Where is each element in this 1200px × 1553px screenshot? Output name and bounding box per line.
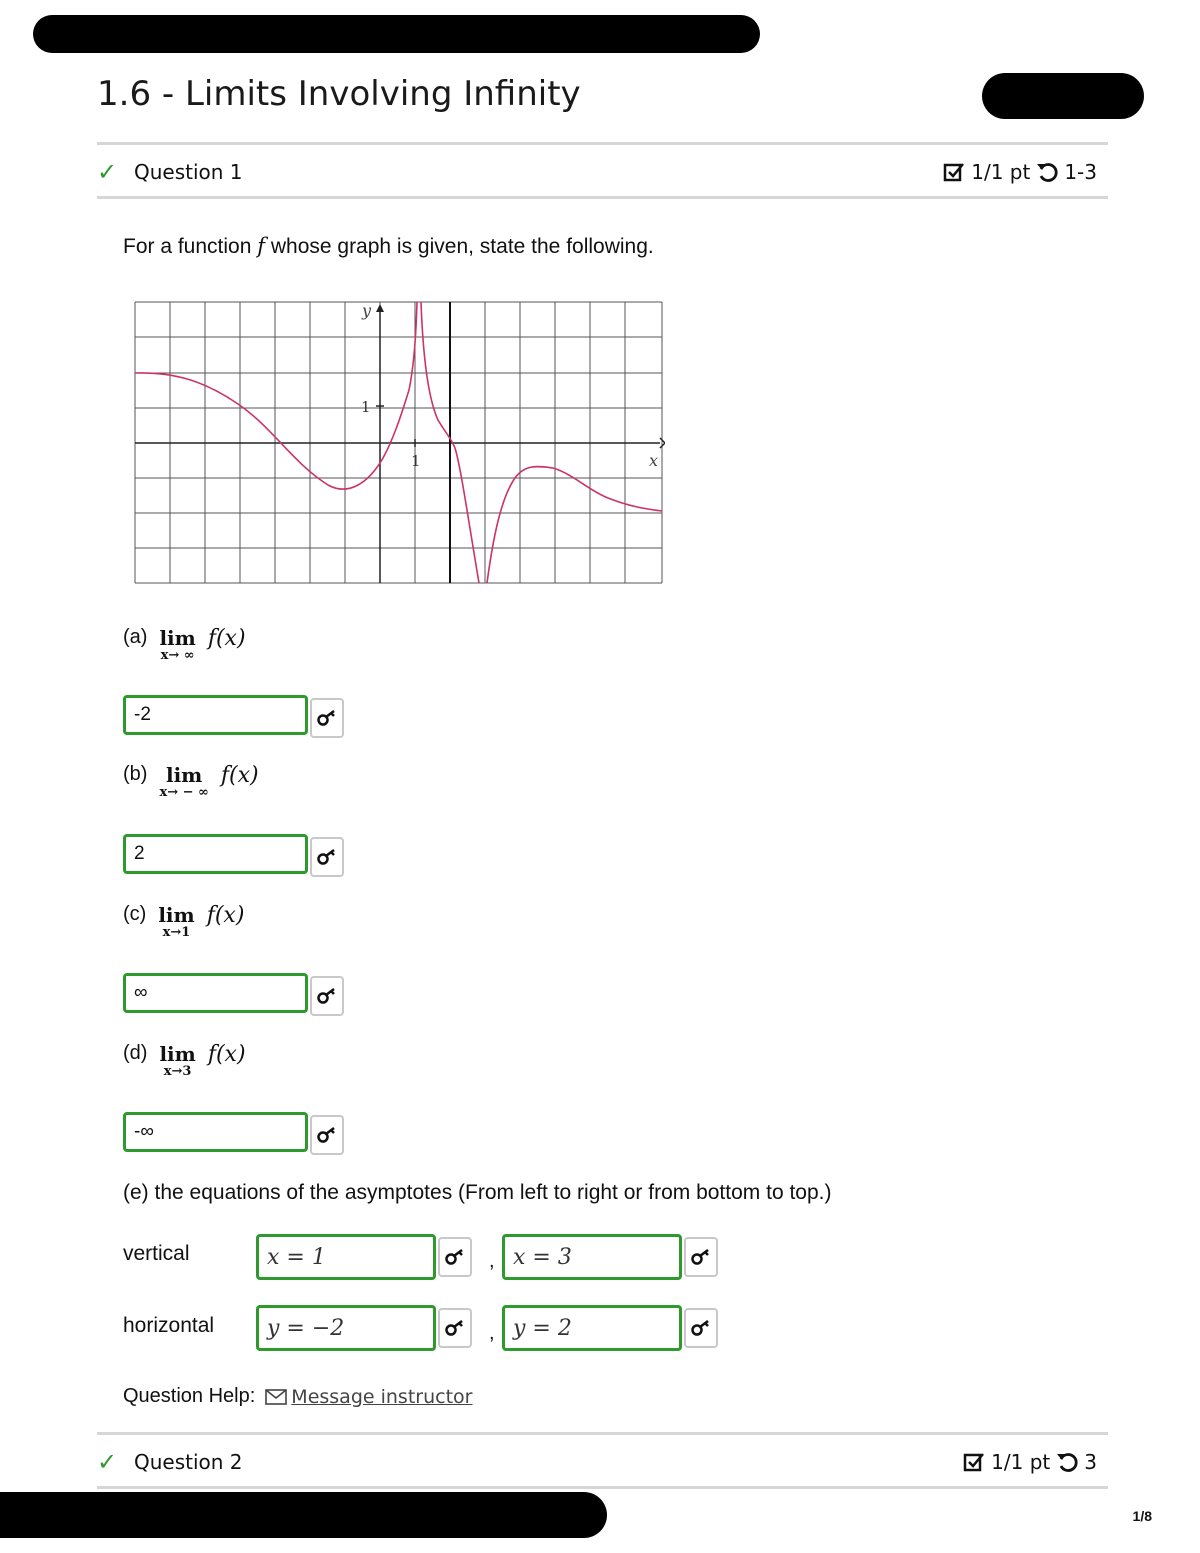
- answer-b-field[interactable]: 2: [123, 834, 308, 874]
- part-b: [123, 763, 259, 800]
- limit-expression: lim x→ − ∞: [159, 763, 209, 800]
- y-axis-label: y: [362, 301, 372, 320]
- checkbox-score-icon: [943, 161, 965, 183]
- question-prompt: For a function f whose graph is given, state the following.: [123, 234, 654, 258]
- part-label: (b): [123, 763, 148, 785]
- divider: [97, 142, 1108, 145]
- answer-c-field[interactable]: ∞: [123, 973, 308, 1013]
- x-axis-label: x: [649, 451, 659, 470]
- score-area: [943, 157, 1097, 187]
- function-curve-left: [135, 302, 417, 489]
- correct-check-icon: ✓: [97, 158, 118, 186]
- limit-expression: lim x→3: [159, 1042, 196, 1079]
- answer-key-button[interactable]: [438, 1308, 472, 1348]
- message-instructor-link[interactable]: Message instructor: [265, 1386, 472, 1408]
- function-expression: f(x): [220, 763, 259, 788]
- part-label: (a): [123, 626, 148, 648]
- redacted-header: [33, 15, 760, 53]
- key-icon: [316, 987, 338, 1005]
- score-text: 1/1 pt: [991, 1450, 1051, 1474]
- vertical-label: vertical: [123, 1242, 190, 1265]
- key-icon: [316, 709, 338, 727]
- key-icon: [690, 1248, 712, 1266]
- answer-key-button[interactable]: [684, 1308, 718, 1348]
- vertical-answer-2[interactable]: x = 3: [502, 1234, 682, 1280]
- key-icon: [316, 1126, 338, 1144]
- attempts-text: 1-3: [1064, 160, 1097, 184]
- question-label: Question 1: [134, 160, 243, 184]
- redacted-user: [982, 73, 1144, 119]
- part-label: (d): [123, 1042, 148, 1064]
- question-1-header[interactable]: [97, 157, 1097, 187]
- function-curve-right: [487, 467, 662, 583]
- separator: ,: [489, 1322, 495, 1344]
- answer-key-button[interactable]: [310, 1115, 344, 1155]
- divider: [97, 196, 1108, 199]
- answer-key-button[interactable]: [438, 1237, 472, 1277]
- retry-icon: [1056, 1451, 1078, 1473]
- part-label: (c): [123, 903, 147, 925]
- limit-expression: lim x→ ∞: [159, 626, 196, 663]
- envelope-icon: [265, 1389, 287, 1405]
- y-tick-label: 1: [361, 398, 371, 416]
- horizontal-label: horizontal: [123, 1314, 215, 1337]
- question-label: Question 2: [134, 1450, 243, 1474]
- function-expression: f(x): [207, 626, 246, 651]
- question-2-header[interactable]: [97, 1447, 1097, 1477]
- horizontal-answer-2[interactable]: y = 2: [502, 1305, 682, 1351]
- x-tick-label: 1: [411, 452, 421, 470]
- key-icon: [444, 1248, 466, 1266]
- correct-check-icon: ✓: [97, 1448, 118, 1476]
- function-graph: [133, 298, 665, 588]
- checkbox-score-icon: [963, 1451, 985, 1473]
- attempts-text: 3: [1084, 1450, 1097, 1474]
- page-number: 1/8: [1132, 1508, 1152, 1524]
- function-expression: f(x): [206, 903, 245, 928]
- y-axis-arrow: [376, 304, 384, 312]
- key-icon: [316, 848, 338, 866]
- answer-key-button[interactable]: [310, 837, 344, 877]
- key-icon: [444, 1319, 466, 1337]
- score-text: 1/1 pt: [971, 160, 1031, 184]
- page-title: 1.6 - Limits Involving Infinity: [97, 74, 581, 114]
- horizontal-answer-1[interactable]: y = −2: [256, 1305, 436, 1351]
- separator: ,: [489, 1250, 495, 1272]
- answer-key-button[interactable]: [310, 698, 344, 738]
- divider: [97, 1486, 1108, 1489]
- retry-icon: [1036, 161, 1058, 183]
- help-label: Question Help:: [123, 1385, 256, 1407]
- answer-key-button[interactable]: [684, 1237, 718, 1277]
- vertical-answer-1[interactable]: x = 1: [256, 1234, 436, 1280]
- part-a: [123, 626, 246, 663]
- answer-key-button[interactable]: [310, 976, 344, 1016]
- redacted-footer: [0, 1492, 607, 1538]
- limit-expression: lim x→1: [158, 903, 195, 940]
- divider: [97, 1432, 1108, 1435]
- part-d: [123, 1042, 246, 1079]
- key-icon: [690, 1319, 712, 1337]
- part-c: [123, 903, 244, 940]
- answer-d-field[interactable]: -∞: [123, 1112, 308, 1152]
- question-help: [123, 1385, 472, 1408]
- function-expression: f(x): [207, 1042, 246, 1067]
- answer-a-field[interactable]: -2: [123, 695, 308, 735]
- part-e-prompt: (e) the equations of the asymptotes (From left to right or from bottom to top.): [123, 1181, 832, 1204]
- score-area: [963, 1447, 1097, 1477]
